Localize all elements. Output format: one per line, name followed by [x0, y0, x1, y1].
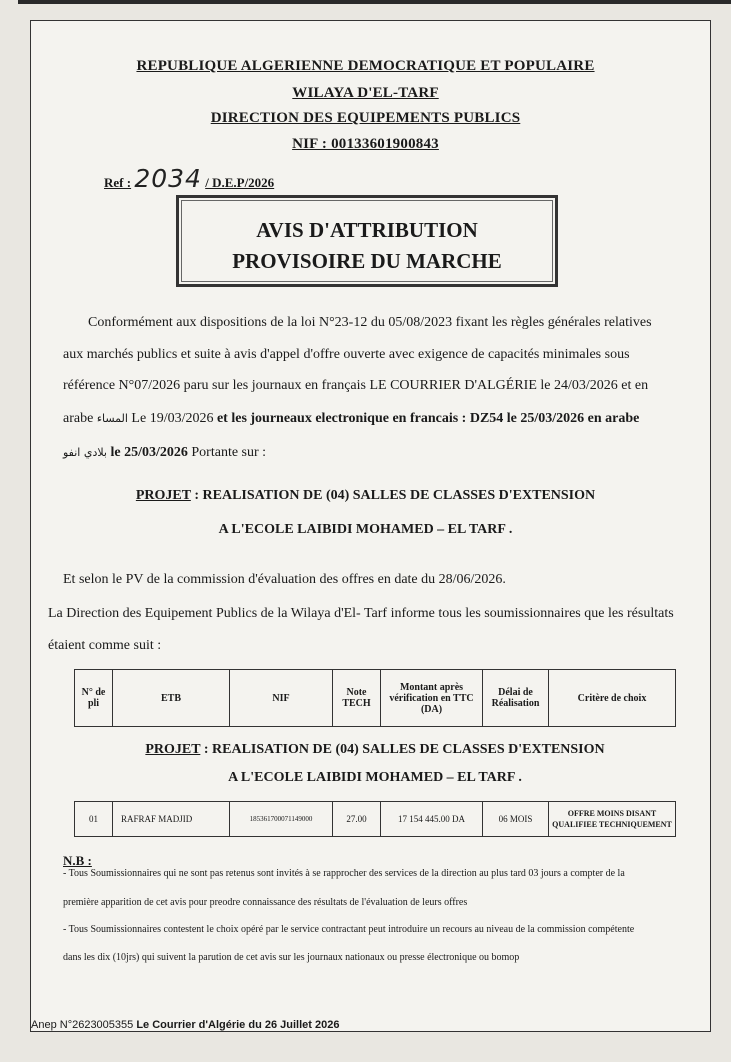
cell-nif: 185361700071149000: [230, 802, 333, 837]
title-box: [176, 195, 558, 287]
reference-line: [104, 164, 274, 193]
table-row: [75, 802, 676, 837]
header-direction: DIRECTION DES EQUIPEMENTS PUBLICS: [210, 110, 521, 126]
footer-newspaper: Le Courrier d'Algérie du 26 Juillet 2026: [136, 1019, 340, 1031]
top-rule: [18, 0, 731, 4]
note-2-line-2: dans les dix (10jrs) qui suivent la parution de cet avis sur les journaux nationaux ou presse électronique ou bomop: [63, 952, 520, 963]
project-line-2: A L'ECOLE LAIBIDI MOHAMED – EL TARF .: [218, 522, 513, 537]
cell-delai: 06 MOIS: [483, 802, 549, 837]
col-header-critere: Critère de choix: [549, 670, 676, 727]
intro-line-5: بلادي انفو le 25/03/2026 Portante sur :: [63, 445, 267, 460]
note-2-line-1: - Tous Soumissionnaires contestent le choix opéré par le service contractant peut introduire un recours au niveau de la commission compétente: [63, 924, 635, 935]
cell-note: 27.00: [333, 802, 381, 837]
cell-critere: OFFRE MOINS DISANT QUALIFIEE TECHNIQUEMENT: [549, 802, 676, 837]
col-header-nif: NIF: [230, 670, 333, 727]
col-header-delai: Délai de Réalisation: [483, 670, 549, 727]
intro-line-1: Conformément aux dispositions de la loi N°23-12 du 05/08/2023 fixant les règles générales relatives: [88, 315, 652, 330]
arabic-newspaper-name: المساء: [96, 412, 128, 425]
results-table: [74, 669, 676, 837]
ref-suffix: / D.E.P/2026: [205, 175, 275, 190]
col-header-note: Note TECH: [333, 670, 381, 727]
intro-line-3: référence N°07/2026 paru sur les journaux en français LE COURRIER D'ALGÉRIE le 24/03/2026 et en: [63, 378, 649, 393]
header-wilaya: WILAYA D'EL-TARF: [292, 85, 439, 101]
ref-label: Ref :: [104, 175, 132, 190]
info-line-1: La Direction des Equipement Publics de la Wilaya d'El- Tarf informe tous les soumissionnaires que les résultats: [48, 606, 674, 621]
pv-line: Et selon le PV de la commission d'évaluation des offres en date du 28/06/2026.: [63, 572, 506, 587]
arabic-journal-name: بلادي انفو: [63, 446, 107, 459]
table-project-row: [75, 727, 676, 802]
header-nif: NIF : 00133601900843: [292, 136, 439, 152]
nb-label: N.B :: [63, 853, 92, 868]
cell-montant: 17 154 445.00 DA: [381, 802, 483, 837]
title-line-1: AVIS D'ATTRIBUTION: [256, 218, 478, 242]
ref-handwritten-number: 2034: [134, 164, 202, 193]
note-1-line-1: - Tous Soumissionnaires qui ne sont pas retenus sont invités à se rapprocher des services de la direction au plus tard 03 jours a compter de la: [63, 868, 625, 879]
title-line-2: PROVISOIRE DU MARCHE: [232, 249, 502, 273]
info-line-2: étaient comme suit :: [48, 638, 162, 653]
footer-anep: Anep N°2623005355: [31, 1019, 134, 1031]
table-header-row: [75, 670, 676, 727]
col-header-pli: N° de pli: [75, 670, 113, 727]
col-header-montant: Montant après vérification en TTC (DA): [381, 670, 483, 727]
cell-etb: RAFRAF MADJID: [113, 802, 230, 837]
table-project-line-1: PROJET : REALISATION DE (04) SALLES DE CLASSES D'EXTENSION: [145, 742, 605, 757]
project-line-1: PROJET : REALISATION DE (04) SALLES DE CLASSES D'EXTENSION: [135, 488, 596, 503]
header-republic: REPUBLIQUE ALGERIENNE DEMOCRATIQUE ET POPULAIRE: [136, 58, 595, 74]
intro-line-2: aux marchés publics et suite à avis d'appel d'offre ouverte avec exigence de capacités minimales sous: [63, 347, 630, 362]
table-project-line-2: A L'ECOLE LAIBIDI MOHAMED – EL TARF .: [228, 770, 522, 785]
footer-publication: [31, 1019, 339, 1031]
intro-line-4: arabe المساء Le 19/03/2026 et les journeaux electronique en francais : DZ54 le 25/03/2026 en arabe: [63, 411, 640, 426]
note-1-line-2: première apparition de cet avis pour preodre connaissance des résultats de l'évaluation de leurs offres: [63, 897, 468, 908]
col-header-etb: ETB: [113, 670, 230, 727]
cell-pli: 01: [75, 802, 113, 837]
